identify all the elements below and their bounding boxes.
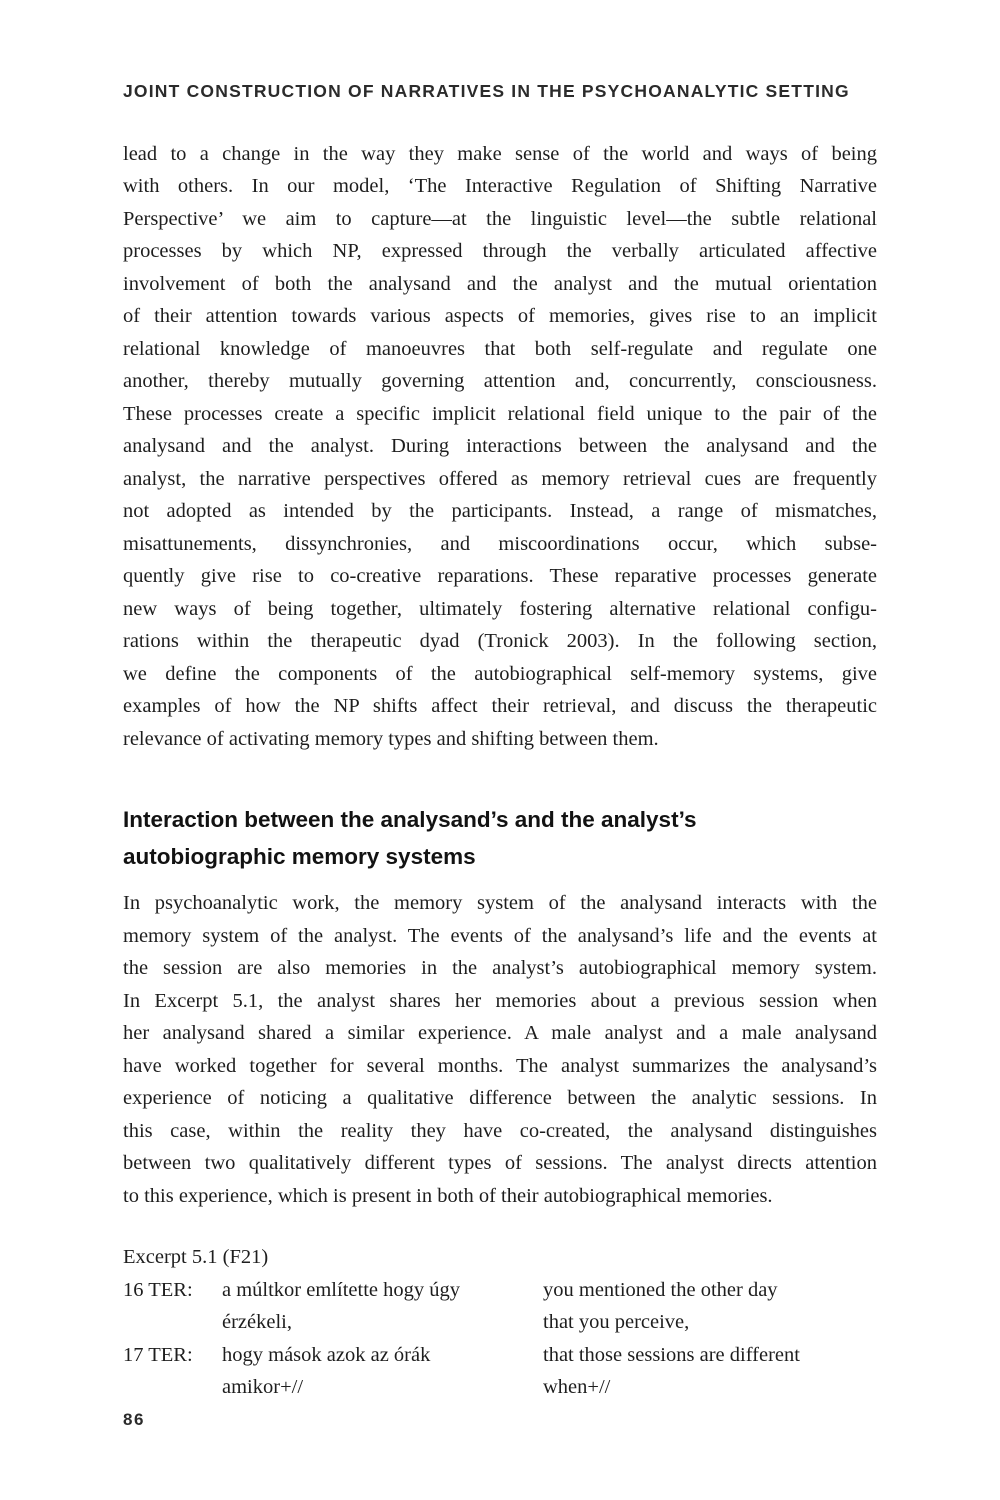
section-heading	[123, 801, 877, 875]
speaker-label	[123, 1371, 222, 1404]
excerpt-label: Excerpt 5.1 (F21)	[123, 1246, 269, 1268]
text-line: relational knowledge of manoeuvres that both self-regulate and regulate one	[123, 337, 877, 360]
text-line: with others. In our model, ‘The Interactive Regulation of Shifting Narrative	[123, 175, 877, 197]
text-line: this case, within the reality they have co-created, the analysand distinguishes	[123, 1119, 877, 1142]
speaker-label	[123, 1306, 222, 1339]
speaker-label: 16 TER:	[123, 1278, 193, 1301]
hungarian-utterance: hogy mások azok az órák	[222, 1343, 431, 1366]
excerpt-dialogue-row	[123, 1306, 877, 1339]
excerpt-dialogue-table	[123, 1274, 877, 1404]
text-line: relevance of activating memory types and shifting between them.	[123, 727, 659, 750]
text-line: In psychoanalytic work, the memory system of the analysand interacts with the	[123, 892, 877, 914]
speaker-label: 17 TER:	[123, 1343, 193, 1366]
text-line: to this experience, which is present in both of their autobiographical memories.	[123, 1184, 773, 1207]
page-number: 86	[123, 1409, 145, 1429]
text-line: have worked together for several months. The analyst summarizes the analysand’s	[123, 1054, 877, 1077]
text-line: analyst, the narrative perspectives offered as memory retrieval cues are frequently	[123, 467, 877, 490]
text-line: we define the components of the autobiographical self-memory systems, give	[123, 662, 877, 685]
hungarian-utterance: a múltkor említette hogy úgy	[222, 1278, 460, 1301]
text-line: rations within the therapeutic dyad (Tronick 2003). In the following section,	[123, 630, 877, 652]
text-line: another, thereby mutually governing attention and, concurrently, consciousness.	[123, 370, 877, 392]
text-line: Perspective’ we aim to capture—at the linguistic level—the subtle relational	[123, 207, 877, 230]
hungarian-utterance: érzékeli,	[222, 1311, 292, 1333]
excerpt-dialogue-row	[123, 1339, 877, 1372]
paragraph-body-continuation	[123, 138, 877, 756]
text-line: of their attention towards various aspects of memories, gives rise to an implicit	[123, 305, 877, 327]
section-heading-line: autobiographic memory systems	[123, 844, 476, 869]
text-line: new ways of being together, ultimately fostering alternative relational configu-	[123, 597, 877, 620]
text-line: the session are also memories in the analyst’s autobiographical memory system.	[123, 957, 877, 979]
english-translation: you mentioned the other day	[543, 1278, 778, 1301]
english-translation: when+//	[543, 1376, 611, 1398]
text-line: memory system of the analyst. The events of the analysand’s life and the events at	[123, 924, 877, 947]
english-translation: that you perceive,	[543, 1311, 690, 1333]
paragraph-body-second	[123, 887, 877, 1212]
text-line: lead to a change in the way they make sense of the world and ways of being	[123, 142, 877, 165]
excerpt-dialogue-row	[123, 1274, 877, 1307]
text-line: not adopted as intended by the participants. Instead, a range of mismatches,	[123, 500, 877, 522]
excerpt-dialogue-row	[123, 1371, 877, 1404]
running-head: JOINT CONSTRUCTION OF NARRATIVES IN THE PSYCHOANALYTIC SETTING	[123, 81, 850, 101]
english-translation: that those sessions are different	[543, 1343, 800, 1366]
text-line: These processes create a specific implicit relational field unique to the pair of the	[123, 402, 877, 425]
text-line: misattunements, dissynchronies, and miscoordinations occur, which subse-	[123, 532, 877, 555]
excerpt-block	[123, 1241, 877, 1404]
text-line: experience of noticing a qualitative difference between the analytic sessions. In	[123, 1087, 877, 1109]
hungarian-utterance: amikor+//	[222, 1376, 304, 1398]
text-line: processes by which NP, expressed through the verbally articulated affective	[123, 240, 877, 262]
text-line: In Excerpt 5.1, the analyst shares her memories about a previous session when	[123, 989, 877, 1012]
text-line: her analysand shared a similar experience. A male analyst and a male analysand	[123, 1022, 877, 1044]
section-heading-line: Interaction between the analysand’s and the analyst’s	[123, 807, 697, 832]
text-line: between two qualitatively different types of sessions. The analyst directs attention	[123, 1152, 877, 1174]
text-line: examples of how the NP shifts affect their retrieval, and discuss the therapeutic	[123, 695, 877, 717]
text-line: analysand and the analyst. During interactions between the analysand and the	[123, 435, 877, 457]
text-line: quently give rise to co-creative reparations. These reparative processes generate	[123, 565, 877, 587]
text-line: involvement of both the analysand and the analyst and the mutual orientation	[123, 272, 877, 295]
